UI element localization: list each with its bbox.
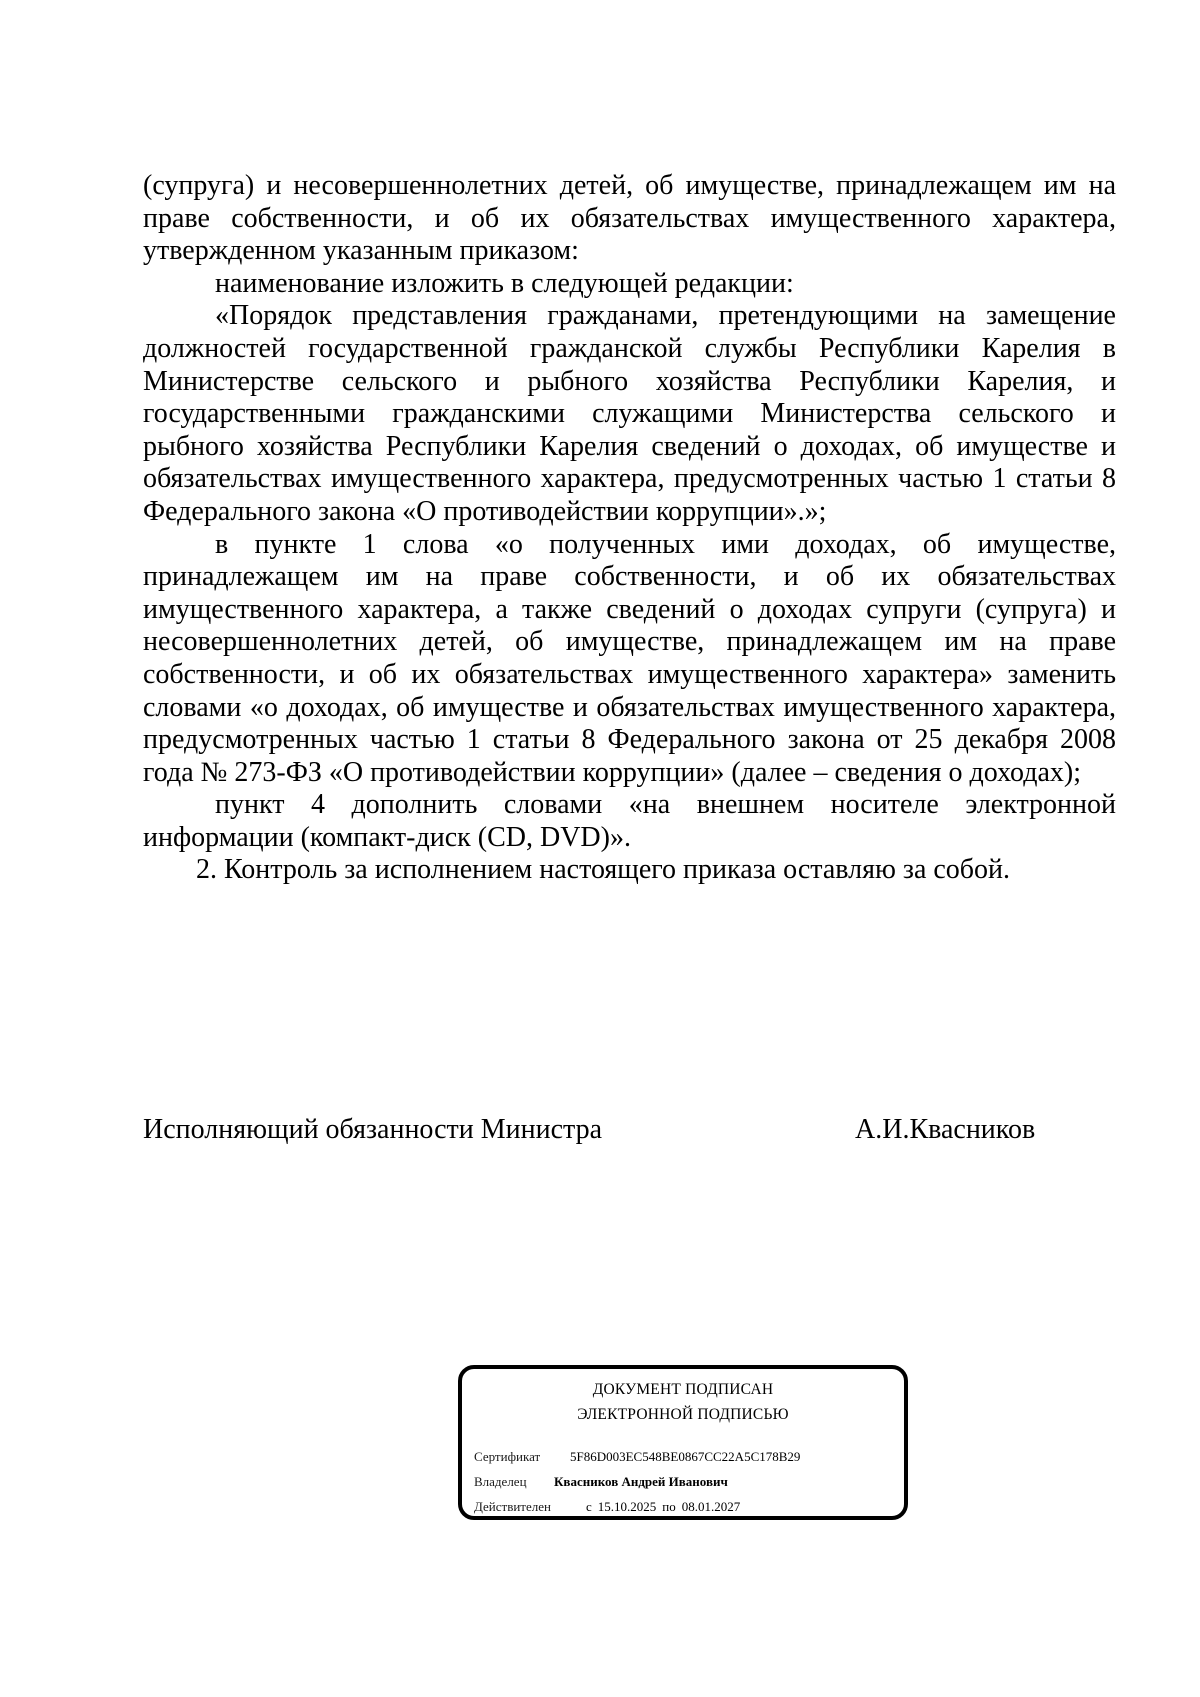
stamp-valid-to-prefix: по [662,1499,676,1514]
paragraph-name-change: наименование изложить в следующей редакции: [215,267,794,299]
paragraph-new-title: «Порядок представления гражданами, претендующими на замещение должностей государственной гражданской службы Республики Карелия в Министерстве сельского и рыбного хозяйства Республики Карелия, и государственными гражданскими служащими Министерства сельского и рыбного хозяйства Республики Карелия сведений о доходах, об имуществе и обязательствах имущественного характера, предусмотренных частью 1 статьи 8 Федерального закона «О противодействии коррупции».»; [143,300,1116,527]
signatory-name: А.И.Квасников [855,1114,1036,1145]
stamp-valid-from-prefix: с [586,1499,592,1514]
electronic-signature-stamp [458,1365,908,1520]
stamp-certificate-row [474,1448,800,1466]
signature-block [143,1113,1083,1147]
stamp-owner-value: Квасников Андрей Иванович [554,1474,728,1489]
paragraph-continuation: (супруга) и несовершеннолетних детей, об имуществе, принадлежащем им на праве собственности, и об их обязательствах имущественного характера, утвержденном указанным приказом: [143,170,1116,267]
paragraph-item-1-change: в пункте 1 слова «о полученных ими доходах, об имуществе, принадлежащем им на праве собственности, и об их обязательствах имущественного характера, а также сведений о доходах супруги (супруга) и несовершеннолетних детей, об имуществе, принадлежащем им на праве собственности, и об их обязательствах имущественного характера» заменить словами «о доходах, об имуществе и обязательствах имущественного характера, предусмотренных частью 1 статьи 8 Федерального закона от 25 декабря 2008 года № 273-ФЗ «О противодействии коррупции» (далее – сведения о доходах); [143,528,1116,788]
stamp-certificate-value: 5F86D003EC548BE0867CC22A5C178B29 [570,1449,801,1464]
stamp-valid-from: 15.10.2025 [597,1499,657,1514]
paragraph-item-4-change: пункт 4 дополнить словами «на внешнем носителе электронной информации (компакт-диск (CD, DVD)». [143,789,1116,853]
stamp-title-line-2: ЭЛЕКТРОННОЙ ПОДПИСЬЮ [577,1406,789,1423]
document-body [143,170,1116,887]
signatory-position: Исполняющий обязанности Министра [143,1114,603,1145]
stamp-certificate-label: Сертификат [474,1449,541,1464]
stamp-valid-to: 08.01.2027 [681,1499,741,1514]
stamp-validity-row [474,1498,740,1516]
stamp-owner-label: Владелец [474,1474,527,1489]
stamp-owner-row [474,1473,728,1491]
paragraph-control: 2. Контроль за исполнением настоящего приказа оставляю за собой. [196,854,1011,886]
stamp-valid-label: Действителен [474,1499,551,1514]
stamp-title-line-1: ДОКУМЕНТ ПОДПИСАН [592,1381,774,1398]
